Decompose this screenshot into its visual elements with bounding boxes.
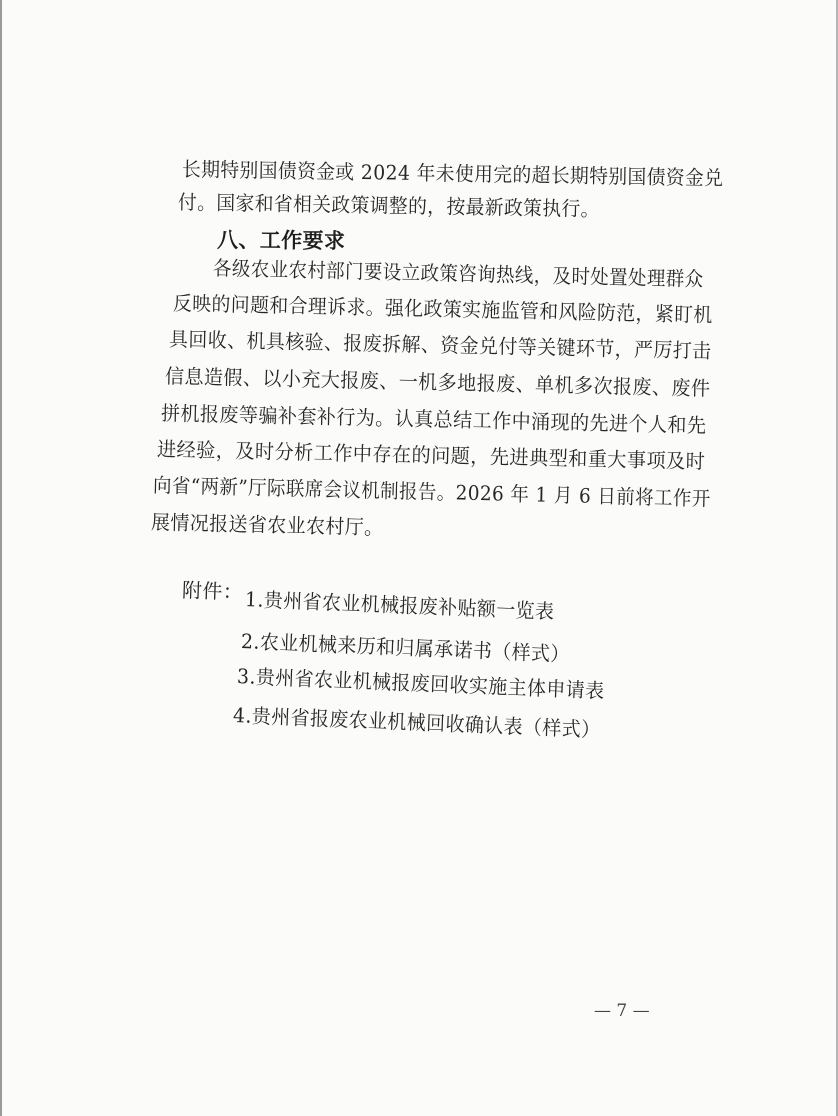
attachment-item-2: 2.农业机械来历和归属承诺书（样式） [240,629,571,667]
page-number: — 7 — [594,1001,650,1021]
attachments-label: 附件： [181,578,244,605]
body-line-1: 长期特别国债资金或 2024 年未使用完的超长期特别国债资金兑 [181,157,724,191]
attachment-item-4: 4.贵州省报废农业机械回收确认表（样式） [232,703,601,742]
section-heading: 八、工作要求 [216,228,346,254]
section-line-5: 拼机报废等骗补套补行为。认真总结工作中涌现的先进个人和先 [160,401,707,438]
attachment-item-3: 3.贵州省农业机械报废回收实施主体申请表 [236,664,605,703]
section-line-3: 具回收、机具核验、报废拆解、资金兑付等关键环节，严厉打击 [168,327,712,363]
section-line-4: 信息造假、以小充大报废、一机多地报废、单机多次报废、废件 [164,364,711,401]
section-line-1: 各级农业农村部门要设立政策咨询热线，及时处置处理群众 [212,256,704,292]
body-line-2: 付。国家和省相关政策调整的，按最新政策执行。 [177,190,601,222]
section-line-8: 展情况报送省农业农村厅。 [150,510,384,540]
section-line-6: 进经验，及时分析工作中存在的问题，先进典型和重大事项及时 [156,437,706,474]
section-line-2: 反映的问题和合理诉求。强化政策实施监管和风险防范，紧盯机 [172,291,713,327]
attachment-item-1: 1.贵州省农业机械报废补贴额一览表 [244,587,555,624]
section-line-7: 向省“两新”厅际联席会议机制报告。2026 年 1 月 6 日前将工作开 [152,473,711,511]
